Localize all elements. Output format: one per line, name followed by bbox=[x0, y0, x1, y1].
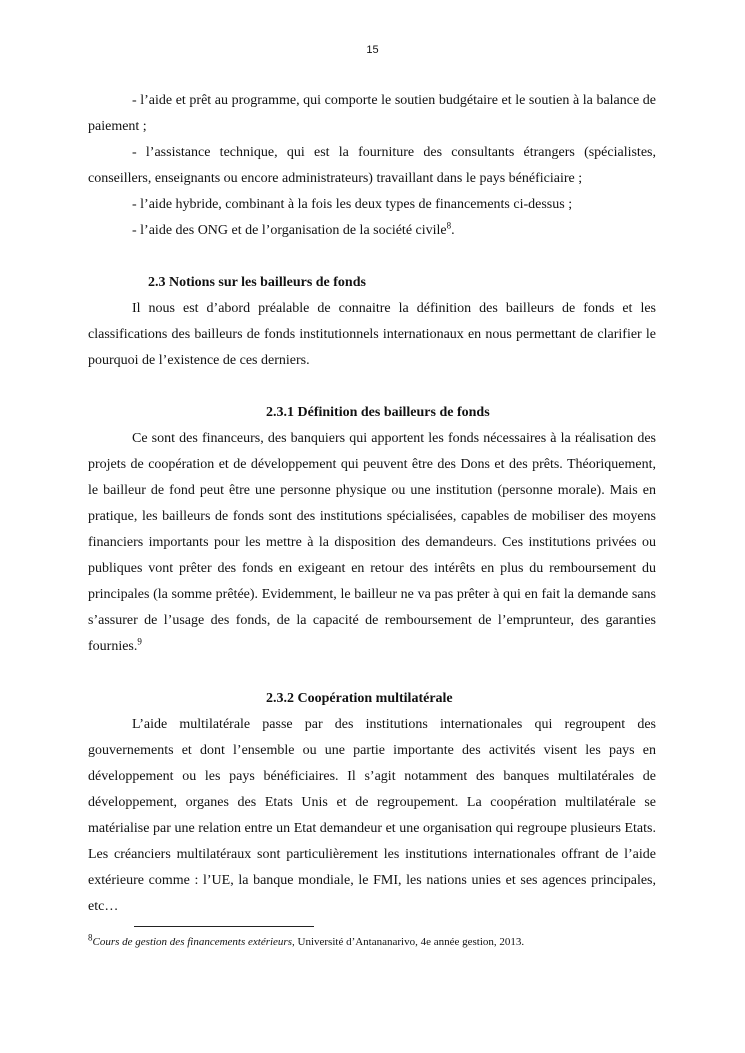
body-text bbox=[88, 88, 656, 920]
bullet-item: - l’aide et prêt au programme, qui comporte le soutien budgétaire et le soutien à la balance de paiement ; bbox=[88, 93, 656, 134]
footnote-ref: 8 bbox=[446, 220, 452, 231]
section-heading-2-3-2: 2.3.2 Coopération multilatérale bbox=[266, 691, 453, 706]
paragraph-2-3-2: L’aide multilatérale passe par des institutions internationales qui regroupent des gouvernements et dont l’ensemble ou une partie importante des activités visent les pays en développement ou les pays bénéficiaires. Il s’agit notamment des banques multilatérales de développement, organes des Etats Unis et de regroupement. La coopération multilatérale se matérialise par une relation entre un Etat demandeur et une organisation qui regroupe plusieurs Etats. Les créanciers multilatéraux sont particulièrement les institutions internationales offrant de l’aide extérieure comme : l’UE, la banque mondiale, le FMI, les nations unies et ses agences principales, etc… bbox=[88, 717, 656, 914]
bullet-item: - l’aide hybride, combinant à la fois les deux types de financements ci-dessus ; bbox=[132, 197, 573, 212]
footnote bbox=[88, 932, 688, 949]
footnote-divider bbox=[134, 926, 314, 927]
footnote-title: Cours de gestion des financements extérieurs, bbox=[92, 936, 295, 948]
section-heading-2-3-1: 2.3.1 Définition des bailleurs de fonds bbox=[266, 405, 490, 420]
footnote-number: 8 bbox=[88, 932, 93, 943]
page-number: 15 bbox=[366, 44, 379, 56]
bullet-text: - l’aide des ONG et de l’organisation de la société civile bbox=[132, 223, 447, 238]
bullet-item bbox=[88, 218, 656, 244]
paragraph-2-3: Il nous est d’abord préalable de connaitre la définition des bailleurs de fonds et les classifications des bailleurs de fonds institutionnels internationaux en nous permettant de clarifier le pourquoi de l’existence de ces derniers. bbox=[88, 301, 656, 368]
footnote-text: Université d’Antananarivo, 4e année gestion, 2013. bbox=[294, 936, 525, 948]
footnote-ref: 9 bbox=[137, 636, 142, 647]
section-heading-2-3: 2.3 Notions sur les bailleurs de fonds bbox=[148, 275, 366, 290]
bullet-item: - l’assistance technique, qui est la fourniture des consultants étrangers (spécialistes, conseillers, enseignants ou encore administrateurs) travaillant dans le pays bénéficiaire ; bbox=[88, 145, 656, 186]
bullet-end: . bbox=[451, 223, 455, 238]
paragraph-text: Ce sont des financeurs, des banquiers qui apportent les fonds nécessaires à la réalisation des projets de coopération et de développement qui peuvent être des Dons et des prêts. Théoriquement, le bailleur de fond peut être une personne physique ou une institution (personne morale). Mais en pratique, les bailleurs de fonds sont des institutions spécialisées, capables de mobiliser des moyens financiers importants pour les mettre à la disposition des demandeurs. Ces institutions privées ou publiques vont prêter des fonds en exigeant en retour des intérêts en plus du remboursement du principales (la somme prêtée). Evidemment, le bailleur ne va pas prêter à qui en fait la demande sans s’assurer de l’usage des fonds, de la capacité de remboursement de l’emprunteur, des garanties fournies. bbox=[88, 431, 656, 654]
paragraph-2-3-1 bbox=[88, 426, 656, 660]
